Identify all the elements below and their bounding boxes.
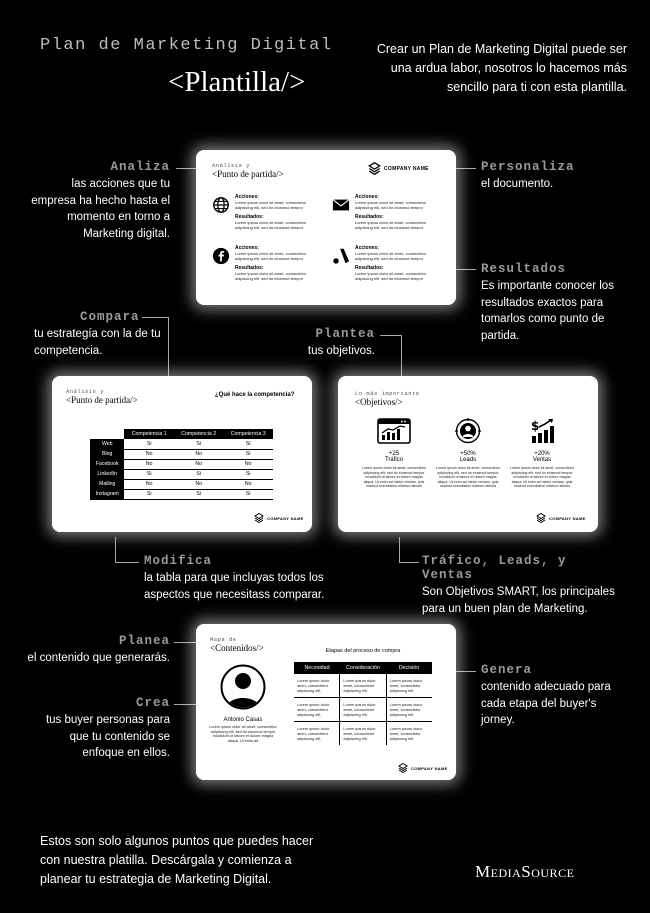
company-name: COMPANY NAME <box>384 165 429 172</box>
goal-leads <box>434 418 502 489</box>
connector-line <box>399 537 400 563</box>
goal-text: Lorem ipsum dolor sit amet, consectetur adipiscing elit, sed do eiusmod tempor incididunt ut labore et dolore magna aliqua. Ut enim ad minim veniam, quis nostrud exercitation ullamco laboris <box>436 466 500 489</box>
annotation-text: el documento. <box>481 178 554 190</box>
table-cell: Lorem ipsum dolor amet, consectetur adipiscing elit. <box>294 722 340 745</box>
goal-label: Ventas <box>532 457 552 463</box>
row-label: LinkedIn <box>90 469 124 479</box>
resultados-label: Resultados: <box>235 214 264 220</box>
annotation-crea <box>40 696 170 762</box>
table-row <box>294 722 432 745</box>
company-logo <box>254 513 304 523</box>
annotation-analiza <box>28 160 170 242</box>
connector-line <box>115 562 139 563</box>
row-label: Blog <box>90 449 124 459</box>
annotation-text: contenido adecuado para cada etapa del buyer's jorney. <box>481 681 611 726</box>
goal-ventas <box>508 418 576 489</box>
table-cell: Lorem ipsum dolor amet, consectetur adipiscing elit. <box>389 678 422 693</box>
resultados-label: Resultados: <box>355 265 384 271</box>
goal-label: Leads <box>459 457 477 463</box>
annotation-title: Genera <box>481 663 533 677</box>
column-header: Consideración <box>346 665 380 671</box>
goal-label: Tráfico <box>384 457 404 463</box>
acciones-label: Acciones: <box>355 245 379 251</box>
table-row <box>294 698 432 722</box>
block-web <box>212 194 317 230</box>
company-logo-icon <box>254 513 264 523</box>
card-punto-de-partida <box>196 150 456 305</box>
card-competencia <box>52 376 312 532</box>
company-name: COMPANY NAME <box>549 515 586 521</box>
annotation-title: Plantea <box>315 327 375 341</box>
table-cell: No <box>223 479 273 489</box>
goal-value: +25 <box>388 451 400 457</box>
acciones-label: Acciones: <box>235 194 259 200</box>
page-title: <Plantilla/> <box>168 66 306 98</box>
connector-line <box>174 642 196 643</box>
company-name: COMPANY NAME <box>267 515 304 521</box>
annotation-title: Compara <box>80 310 140 324</box>
annotation-modifica <box>144 554 344 603</box>
annotation-text: la tabla para que incluyas todos los aspectos que necesitass comparar. <box>144 572 325 601</box>
table-cell: No <box>124 449 174 459</box>
connector-line <box>399 562 419 563</box>
acciones-text: Lorem ipsum dolor sit amet, consectetur adipiscing elit, sed do eiusmod tempor <box>235 251 307 261</box>
table-cell: Si <box>223 449 273 459</box>
table-corner <box>90 429 124 439</box>
annotation-plantea <box>280 327 375 360</box>
card-subtitle: Análisis y <box>212 162 251 169</box>
card-title: <Punto de partida/> <box>66 395 138 405</box>
table-cell: Lorem ipsum dolor amet, consectetur adipiscing elit. <box>294 674 340 697</box>
card-title: <Objetivos/> <box>355 397 403 407</box>
row-label: Mailing <box>90 479 124 489</box>
footer-text: Estos son solo algunos puntos que puedes hacer con nuestra platilla. Descárgala y comienza a planear tu estrategia de Marketing Digital. <box>40 834 314 886</box>
goal-trafico <box>360 418 428 489</box>
column-header: Competencia 1 <box>124 429 174 439</box>
table-cell: Lorem ipsum dolor amet, consectetur adipiscing elit. <box>389 702 422 717</box>
resultados-text: Lorem ipsum dolor sit amet, consectetur adipiscing elit, sed do eiusmod tempor <box>235 220 307 230</box>
table-cell: Si <box>174 489 224 499</box>
acciones-text: Lorem ipsum dolor sit amet, consectetur adipiscing elit, sed do eiusmod tempor <box>235 200 307 210</box>
annotation-text: el contenido que generarás. <box>27 652 170 664</box>
annotation-title: Crea <box>135 696 170 710</box>
table-cell: Si <box>124 469 174 479</box>
table-cell: No <box>174 449 224 459</box>
annotation-resultados <box>481 262 631 344</box>
annotation-title: Personaliza <box>481 160 575 174</box>
card-subtitle: Lo más importante <box>355 390 420 397</box>
goal-value: +50% <box>460 451 476 457</box>
table-cell: No <box>124 479 174 489</box>
annotation-trafico <box>422 554 622 617</box>
company-logo <box>536 513 586 523</box>
competencia-table <box>90 429 273 500</box>
table-cell: Si <box>223 469 273 479</box>
table-row <box>90 489 273 499</box>
annotation-personaliza <box>481 160 631 193</box>
brand-logo: MediaSource <box>475 862 575 881</box>
header-intro: Crear un Plan de Marketing Digital puede ser una ardua labor, nosotros lo hacemos más sencillo para ti con esta plantilla. <box>376 42 627 94</box>
annotation-text: las acciones que tu empresa ha hecho hasta el momento en torno a Marketing digital. <box>31 178 170 240</box>
globe-icon <box>212 196 230 214</box>
annotation-title: Analiza <box>110 160 170 174</box>
connector-line <box>115 537 116 563</box>
content-table-title: Etapas del proceso de compra <box>325 648 401 654</box>
resultados-text: Lorem ipsum dolor sit amet, consectetur adipiscing elit, sed do eiusmod tempor <box>355 271 427 281</box>
facebook-icon <box>212 247 230 265</box>
svg-text:$: $ <box>531 419 540 433</box>
connector-line <box>380 335 402 336</box>
resultados-label: Resultados: <box>355 214 384 220</box>
card-title: <Punto de partida/> <box>212 169 284 179</box>
ads-icon <box>332 247 350 265</box>
table-cell: Lorem ipsum dolor amet, consectetur adipiscing elit. <box>389 726 422 741</box>
annotation-planea <box>20 634 170 667</box>
block-facebook <box>212 245 317 281</box>
row-label: Instagram <box>90 489 124 499</box>
column-header: Necesidad <box>304 665 330 671</box>
lead-icon <box>455 418 481 444</box>
annotation-text: tu estrategía con la de tu competencia. <box>34 328 161 357</box>
table-row <box>90 469 273 479</box>
company-logo-icon <box>536 513 546 523</box>
annotation-text: Es importante conocer los resultados exactos para tomarlos como punto de partida. <box>481 280 614 342</box>
card-title: <Contenidos/> <box>210 643 264 653</box>
annotation-title: Modifica <box>144 554 213 568</box>
annotation-text: tus objetivos. <box>307 345 375 357</box>
buyer-persona <box>208 664 278 743</box>
table-cell: Si <box>223 489 273 499</box>
card-objetivos <box>338 376 598 532</box>
table-cell: No <box>124 459 174 469</box>
table-cell: Lorem ipsum dolor amet, consectetur adipiscing elit. <box>340 698 386 721</box>
table-cell: Si <box>124 489 174 499</box>
column-header: Competencia 2 <box>174 429 224 439</box>
company-logo <box>368 162 429 175</box>
resultados-text: Lorem ipsum dolor sit amet, consectetur adipiscing elit, sed do eiusmod tempor <box>235 271 307 281</box>
analytics-icon <box>377 418 411 444</box>
annotation-title: Planea <box>118 634 170 648</box>
block-mail <box>332 194 437 230</box>
row-label: Facebook <box>90 459 124 469</box>
company-name: COMPANY NAME <box>411 765 448 771</box>
table-cell: Si <box>174 469 224 479</box>
resultados-text: Lorem ipsum dolor sit amet, consectetur adipiscing elit, sed do eiusmod tempor <box>355 220 427 230</box>
table-row <box>90 439 273 449</box>
table-cell: Lorem ipsum dolor amet, consectetur adipiscing elit. <box>340 674 386 697</box>
table-cell: No <box>174 479 224 489</box>
card-contenidos <box>196 624 456 780</box>
acciones-text: Lorem ipsum dolor sit amet, consectetur adipiscing elit, sed do eiusmod tempor <box>355 251 427 261</box>
column-header: Decisión <box>398 665 420 671</box>
table-cell: No <box>223 459 273 469</box>
persona-text: Lorem ipsum dolor sit amet, consectetur adipiscing elit, sed do eiusmod tempor incididunt ut labore et dolore magna aliqua. Ut enim ad <box>209 725 277 743</box>
card-subtitle: Mapa de <box>210 636 237 643</box>
persona-name: Antonio Casas <box>223 717 263 723</box>
annotation-text: Son Objetivos SMART, los principales para un buen plan de Marketing. <box>422 586 615 615</box>
table-row <box>90 459 273 469</box>
table-cell: No <box>174 459 224 469</box>
resultados-label: Resultados: <box>235 265 264 271</box>
envelope-icon <box>332 196 350 214</box>
table-row <box>294 674 432 698</box>
company-logo <box>398 763 448 773</box>
row-label: Web <box>90 439 124 449</box>
competencia-question: ¿Qué hace la competencia? <box>215 392 295 398</box>
acciones-label: Acciones: <box>235 245 259 251</box>
annotation-genera <box>481 663 611 729</box>
content-map-table <box>294 662 432 745</box>
company-logo-icon <box>368 162 381 175</box>
goal-value: +20% <box>534 451 550 457</box>
acciones-text: Lorem ipsum dolor sit amet, consectetur adipiscing elit, sed do eiusmod tempor <box>355 200 427 210</box>
column-header: Competencia 3 <box>223 429 273 439</box>
table-cell: Si <box>174 439 224 449</box>
annotation-text: tus buyer personas para que tu contenido se enfoque en ellos. <box>45 714 170 759</box>
block-ads <box>332 245 437 281</box>
card-subtitle: Análisis y <box>66 388 105 395</box>
table-cell: Lorem ipsum dolor amet, consectetur adipiscing elit. <box>294 698 340 721</box>
company-logo-icon <box>398 763 408 773</box>
table-row <box>90 449 273 459</box>
acciones-label: Acciones: <box>355 194 379 200</box>
table-cell: Si <box>124 439 174 449</box>
sales-icon <box>529 418 555 444</box>
annotation-title: Tráfico, Leads, y Ventas <box>422 554 567 582</box>
goal-text: Lorem ipsum dolor sit amet, consectetur adipiscing elit, sed do eiusmod tempor incididunt ut labore et dolore magna aliqua. Ut enim ad minim veniam, quis nostrud exercitation ullamco laboris <box>362 466 426 489</box>
table-cell: Si <box>223 439 273 449</box>
goal-text: Lorem ipsum dolor sit amet, consectetur adipiscing elit, sed do eiusmod tempor incididunt ut labore et dolore magna aliqua. Ut enim ad minim veniam, quis nostrud exercitation ullamco laboris <box>510 466 574 489</box>
connector-line <box>142 317 168 318</box>
annotation-title: Resultados <box>481 262 567 276</box>
table-cell: Lorem ipsum dolor amet, consectetur adipiscing elit. <box>340 722 386 745</box>
avatar-icon <box>220 664 266 710</box>
header-kicker: Plan de Marketing Digital <box>40 36 333 55</box>
table-row <box>90 479 273 489</box>
